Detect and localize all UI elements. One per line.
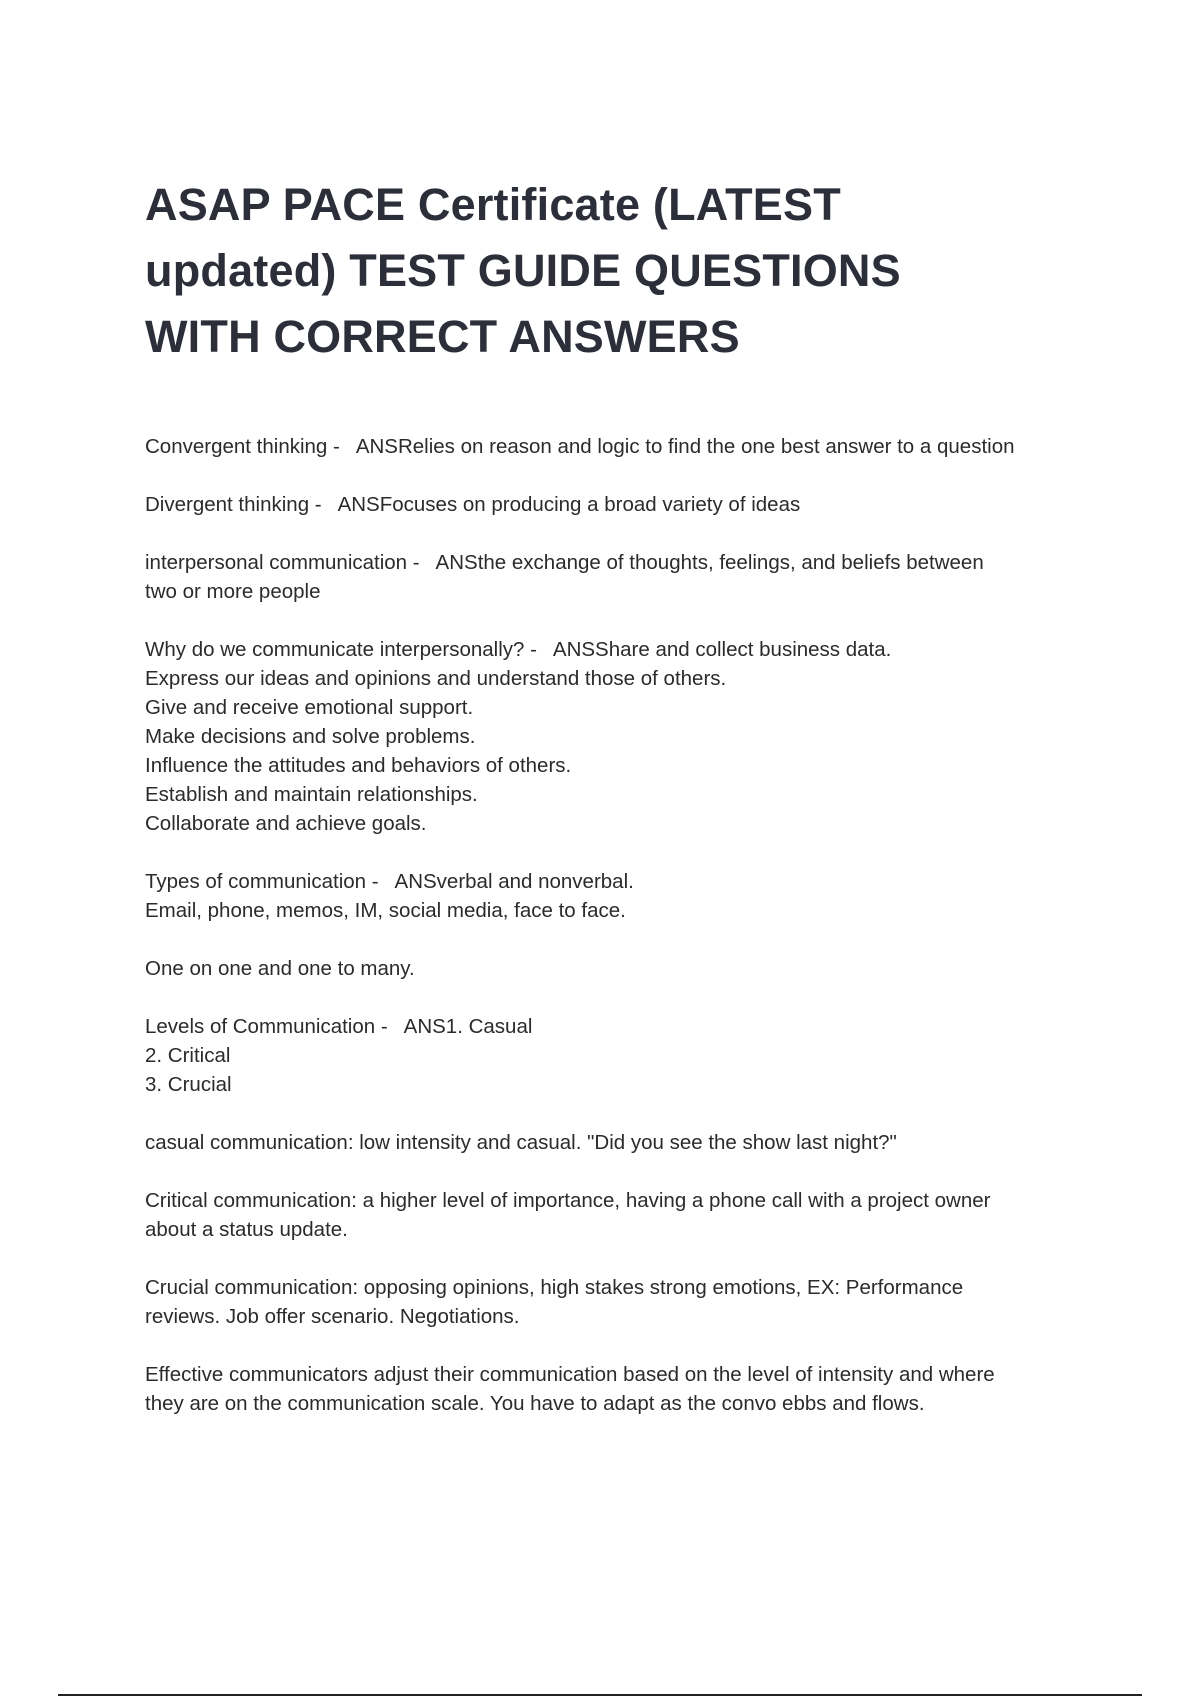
entry-line: Types of communication - ANSverbal and nonverbal. <box>145 870 634 893</box>
entry-line: Give and receive emotional support. <box>145 696 474 719</box>
entry-line: Divergent thinking - ANSFocuses on producing a broad variety of ideas <box>145 493 801 516</box>
entry-line: casual communication: low intensity and casual. "Did you see the show last night?" <box>145 1131 897 1154</box>
title-line: updated) TEST GUIDE QUESTIONS <box>145 245 901 296</box>
entry-line: Effective communicators adjust their communication based on the level of intensity and where <box>145 1363 995 1386</box>
document-body <box>145 432 1095 1447</box>
entry-line: Make decisions and solve problems. <box>145 725 476 748</box>
qa-entry-types-of-communication <box>145 867 1095 925</box>
entry-line: two or more people <box>145 580 321 603</box>
entry-line: 3. Crucial <box>145 1073 232 1096</box>
title-line: ASAP PACE Certificate (LATEST <box>145 179 841 230</box>
entry-line: about a status update. <box>145 1218 348 1241</box>
qa-entry-convergent-thinking <box>145 432 1095 461</box>
entry-line: Convergent thinking - ANSRelies on reason and logic to find the one best answer to a question <box>145 435 1015 458</box>
qa-entry-why-communicate <box>145 635 1095 838</box>
entry-line: Critical communication: a higher level of importance, having a phone call with a project owner <box>145 1189 991 1212</box>
qa-entry-divergent-thinking <box>145 490 1095 519</box>
footer-divider <box>58 1694 1142 1696</box>
entry-line: reviews. Job offer scenario. Negotiations. <box>145 1305 520 1328</box>
entry-line: Why do we communicate interpersonally? - ANSShare and collect business data. <box>145 638 892 661</box>
entry-line: Crucial communication: opposing opinions, high stakes strong emotions, EX: Performance <box>145 1276 964 1299</box>
entry-line: Levels of Communication - ANS1. Casual <box>145 1015 533 1038</box>
paragraph-critical-communication <box>145 1186 1095 1244</box>
paragraph-one-on-one <box>145 954 1095 983</box>
qa-entry-interpersonal-communication <box>145 548 1095 606</box>
entry-line: Collaborate and achieve goals. <box>145 812 427 835</box>
paragraph-effective-communicators <box>145 1360 1095 1418</box>
entry-line: interpersonal communication - ANSthe exchange of thoughts, feelings, and beliefs between <box>145 551 984 574</box>
paragraph-casual-communication <box>145 1128 1095 1157</box>
entry-line: One on one and one to many. <box>145 957 415 980</box>
paragraph-crucial-communication <box>145 1273 1095 1331</box>
entry-line: Email, phone, memos, IM, social media, face to face. <box>145 899 626 922</box>
entry-line: 2. Critical <box>145 1044 231 1067</box>
title-line: WITH CORRECT ANSWERS <box>145 311 740 362</box>
qa-entry-levels-of-communication <box>145 1012 1095 1099</box>
entry-line: Influence the attitudes and behaviors of others. <box>145 754 572 777</box>
entry-line: Establish and maintain relationships. <box>145 783 478 806</box>
entry-line: Express our ideas and opinions and understand those of others. <box>145 667 727 690</box>
entry-line: they are on the communication scale. You have to adapt as the convo ebbs and flows. <box>145 1392 925 1415</box>
document-title <box>145 172 1045 370</box>
